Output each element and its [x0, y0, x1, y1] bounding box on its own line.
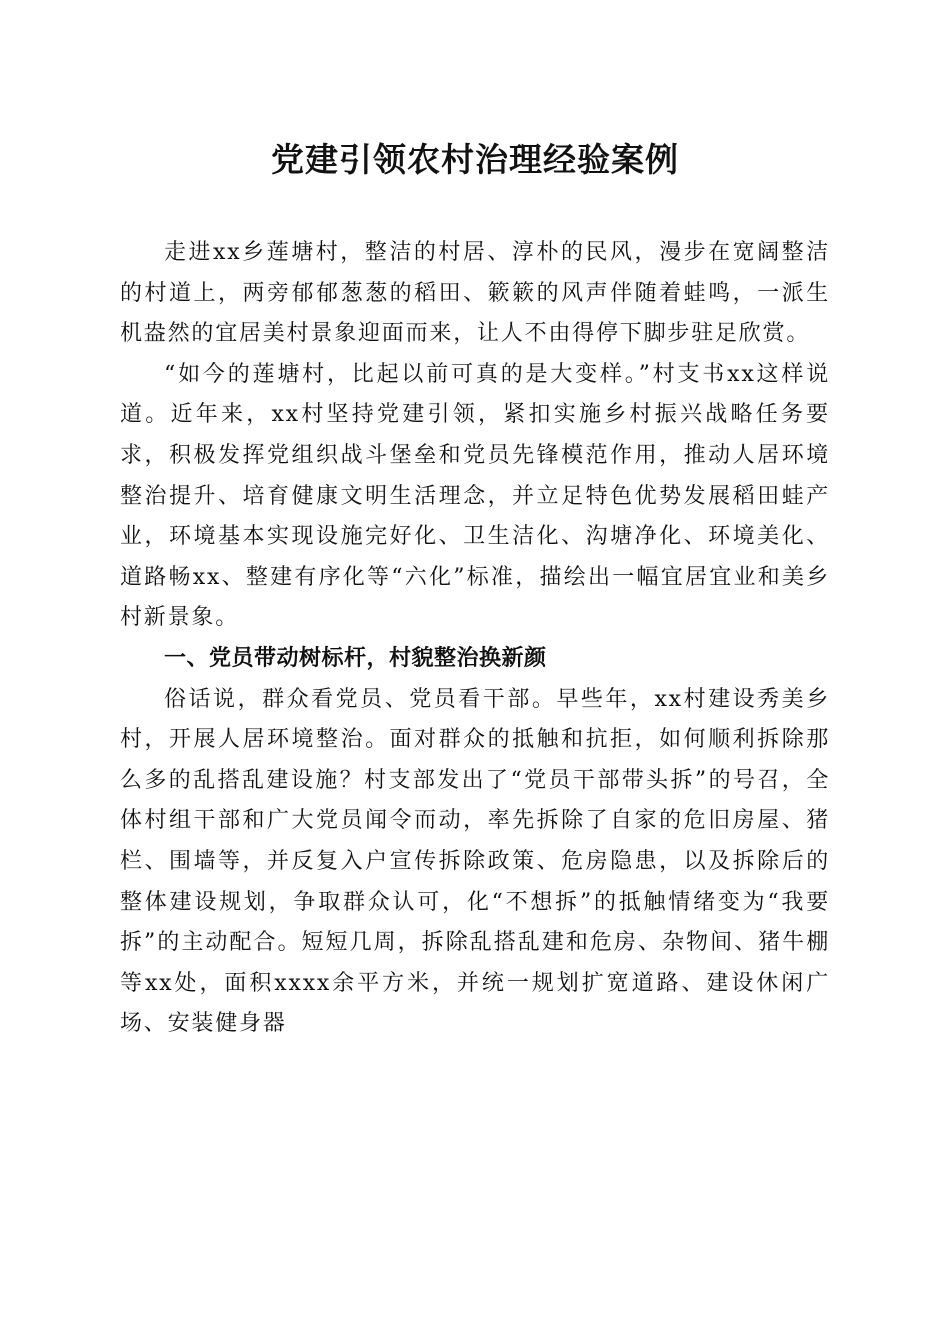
intro-paragraph: 走进xx乡莲塘村，整洁的村居、淳朴的民风，漫步在宽阔整洁的村道上，两旁郁郁葱葱的稻田、簌簌的风声伴随着蛙鸣，一派生机盎然的宜居美村景象迎面而来，让人不由得停下脚步驻足欣赏。 [120, 240, 830, 347]
quote-paragraph: “如今的莲塘村，比起以前可真的是大变样。”村支书xx这样说道。近年来，xx村坚持党建引领，紧扣实施乡村振兴战略任务要求，积极发挥党组织战斗堡垒和党员先锋模范作用，推动人居环境整治提升、培育健康文明生活理念，并立足特色优势发展稻田蛙产业，环境基本实现设施完好化、卫生洁化、沟塘净化、环境美化、道路畅xx、整建有序化等“六化”标准，描绘出一幅宜居宜业和美乡村新景象。 [120, 361, 830, 631]
document-title: 党建引领农村治理经验案例 [271, 140, 679, 179]
section-1-paragraph: 俗话说，群众看党员、党员看干部。早些年，xx村建设秀美乡村，开展人居环境整治。面对群众的抵触和抗拒，如何顺利拆除那么多的乱搭乱建设施？村支部发出了“党员干部带头拆”的号召，全体村组干部和广大党员闻令而动，率先拆除了自家的危旧房屋、猪栏、围墙等，并反复入户宣传拆除政策、危房隐患，以及拆除后的整体建设规划，争取群众认可，化“不想拆”的抵触情绪变为“我要拆”的主动配合。短短几周，拆除乱搭乱建和危房、杂物间、猪牛棚等xx处，面积xxxx余平方米，并统一规划扩宽道路、建设休闲广场、安装健身器 [120, 686, 830, 1037]
section-heading-1: 一、党员带动树标杆，村貌整治换新颜 [164, 645, 547, 671]
document-body [120, 233, 830, 1045]
